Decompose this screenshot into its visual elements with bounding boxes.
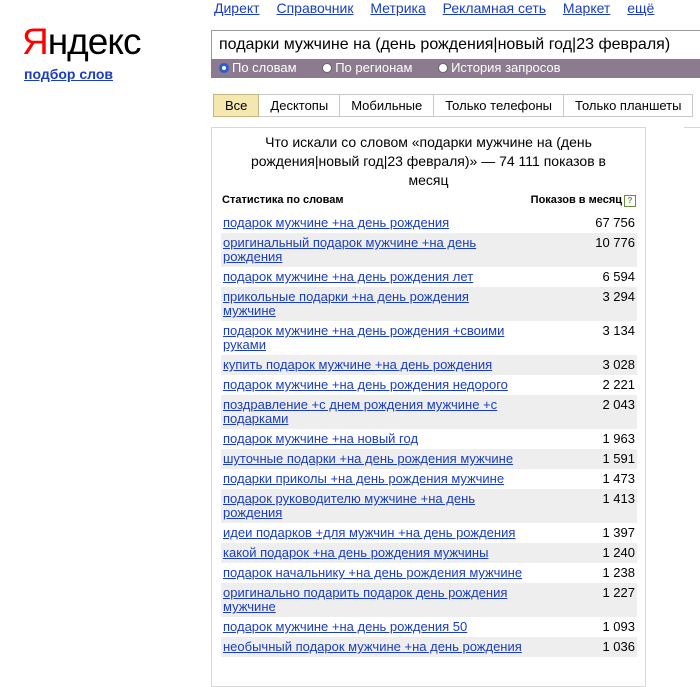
table-row [221, 375, 637, 395]
phrase-link[interactable]: подарок мужчине +на день рождения 50 [223, 619, 468, 634]
yandex-logo[interactable] [22, 22, 140, 62]
nav-market[interactable]: Маркет [562, 0, 611, 16]
top-navigation [214, 0, 667, 16]
phrase-cell [221, 543, 523, 563]
impressions-count: 6 594 [602, 269, 635, 284]
phrase-link[interactable]: оригинальный подарок мужчине +на день рождения [223, 235, 477, 264]
table-row [221, 395, 637, 429]
impressions-count: 2 221 [602, 377, 635, 392]
phrase-cell [221, 469, 523, 489]
phrase-cell [221, 395, 523, 429]
phrase-cell [221, 637, 523, 657]
column-header-impressions [531, 194, 636, 207]
impressions-count: 2 043 [602, 397, 635, 412]
phrase-cell [221, 449, 523, 469]
table-row [221, 489, 637, 523]
phrase-link[interactable]: поздравление +с днем рождения мужчине +с подарками [223, 397, 498, 426]
impressions-count: 10 776 [595, 235, 635, 250]
phrase-cell [221, 233, 523, 267]
device-tabs [213, 94, 693, 117]
phrase-cell [221, 489, 523, 523]
nav-ad-network[interactable]: Рекламная сеть [442, 0, 547, 16]
radio-unselected-icon [322, 63, 332, 73]
phrase-cell [221, 355, 523, 375]
phrase-link[interactable]: подарок мужчине +на день рождения [223, 215, 450, 230]
phrase-link[interactable]: подарок руководителю мужчине +на день рождения [223, 491, 476, 520]
radio-label: По словам [232, 60, 297, 75]
phrase-cell [221, 429, 523, 449]
phrase-link[interactable]: необычный подарок мужчине +на день рождения [223, 639, 522, 654]
nav-reference[interactable]: Справочник [276, 0, 354, 16]
column-header-phrases: Статистика по словам [222, 194, 344, 206]
impressions-count: 1 238 [602, 565, 635, 580]
logo-first-letter: Я [22, 21, 48, 62]
service-name-link[interactable]: подбор слов [24, 66, 114, 82]
phrase-cell [221, 563, 523, 583]
phrase-link[interactable]: оригинально подарить подарок день рождения мужчине [223, 585, 508, 614]
tab-desktops[interactable]: Десктопы [259, 94, 340, 117]
impressions-count: 1 227 [602, 585, 635, 600]
phrase-cell [221, 583, 523, 617]
radio-by-regions[interactable] [322, 59, 412, 77]
logo-rest: ндекс [47, 21, 141, 62]
phrase-link[interactable]: подарок мужчине +на новый год [223, 431, 419, 446]
radio-query-history[interactable] [438, 59, 561, 77]
tab-tablets-only[interactable]: Только планшеты [564, 94, 693, 117]
impressions-count: 1 036 [602, 639, 635, 654]
radio-selected-icon [219, 63, 229, 73]
table-row [221, 429, 637, 449]
table-row [221, 523, 637, 543]
phrase-link[interactable]: купить подарок мужчине +на день рождения [223, 357, 493, 372]
phrase-link[interactable]: шуточные подарки +на день рождения мужчине [223, 451, 514, 466]
impressions-count: 1 963 [602, 431, 635, 446]
table-row [221, 583, 637, 617]
search-mode-bar [211, 59, 700, 78]
search-input[interactable]: подарки мужчине на (день рождения|новый год|23 февраля) [211, 30, 700, 60]
phrase-link[interactable]: подарки приколы +на день рождения мужчине [223, 471, 505, 486]
phrase-link[interactable]: прикольные подарки +на день рождения мужчине [223, 289, 469, 318]
impressions-count: 67 756 [595, 215, 635, 230]
help-icon[interactable]: ? [624, 195, 636, 207]
phrase-link[interactable]: какой подарок +на день рождения мужчины [223, 545, 489, 560]
radio-unselected-icon [438, 63, 448, 73]
impressions-count: 3 294 [602, 289, 635, 304]
table-row [221, 213, 637, 233]
phrase-cell [221, 287, 523, 321]
nav-direct[interactable]: Директ [214, 0, 260, 16]
radio-by-words[interactable] [219, 59, 297, 77]
table-row [221, 543, 637, 563]
phrase-cell [221, 523, 523, 543]
table-row [221, 469, 637, 489]
stats-table [221, 213, 637, 657]
table-row [221, 287, 637, 321]
stats-panel [211, 127, 646, 687]
tab-phones-only[interactable]: Только телефоны [434, 94, 564, 117]
phrase-cell [221, 617, 523, 637]
phrase-cell [221, 213, 523, 233]
panel-title: Что искали со словом «подарки мужчине на (день рождения|новый год|23 февраля)» — 74 111 показов в месяц [251, 134, 606, 188]
impressions-count: 1 093 [602, 619, 635, 634]
table-row [221, 617, 637, 637]
table-row [221, 449, 637, 469]
tab-all[interactable]: Все [213, 94, 259, 117]
phrase-link[interactable]: подарок мужчине +на день рождения недорого [223, 377, 508, 392]
table-row [221, 355, 637, 375]
table-row [221, 321, 637, 355]
phrase-link[interactable]: подарок мужчине +на день рождения лет [223, 269, 474, 284]
phrase-link[interactable]: подарок мужчине +на день рождения +своими руками [223, 323, 505, 352]
phrase-link[interactable]: подарок начальнику +на день рождения мужчине [223, 565, 523, 580]
table-row [221, 233, 637, 267]
phrase-cell [221, 267, 523, 287]
impressions-count: 3 028 [602, 357, 635, 372]
column-header-impressions-label: Показов в месяц [530, 194, 622, 206]
nav-metrika[interactable]: Метрика [370, 0, 426, 16]
impressions-count: 1 473 [602, 471, 635, 486]
impressions-count: 3 134 [602, 323, 635, 338]
table-row [221, 563, 637, 583]
phrase-cell [221, 321, 523, 355]
impressions-count: 1 413 [602, 491, 635, 506]
table-row [221, 267, 637, 287]
radio-label: История запросов [451, 60, 561, 75]
impressions-count: 1 397 [602, 525, 635, 540]
impressions-count: 1 240 [602, 545, 635, 560]
phrase-cell [221, 375, 523, 395]
table-row [221, 637, 637, 657]
tab-mobile[interactable]: Мобильные [340, 94, 434, 117]
radio-label: По регионам [335, 60, 413, 75]
nav-more[interactable]: ещё [627, 0, 655, 16]
phrase-link[interactable]: идеи подарков +для мужчин +на день рождения [223, 525, 516, 540]
divider [684, 127, 700, 128]
impressions-count: 1 591 [602, 451, 635, 466]
